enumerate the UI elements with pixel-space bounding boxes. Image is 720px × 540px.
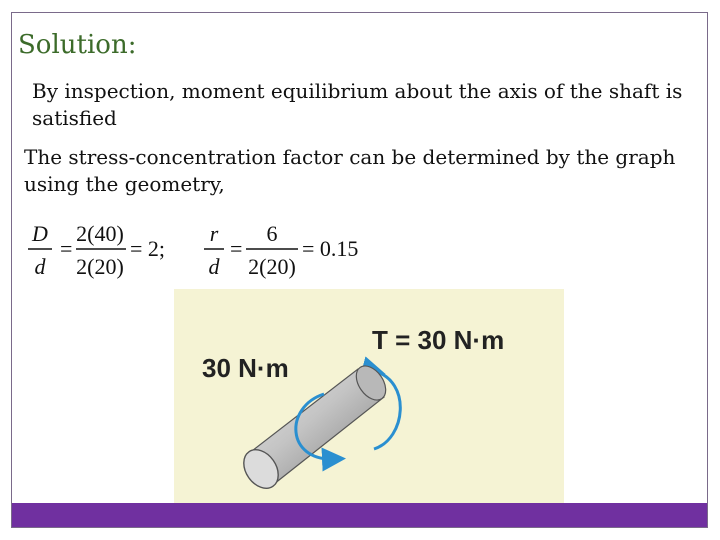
geometry-equations xyxy=(24,214,374,294)
right-torque-label: T = 30 N·m xyxy=(372,325,505,355)
eq1-rhs-numerator: 2(40) xyxy=(76,221,124,246)
equation-d-ratio xyxy=(28,221,165,279)
eq2-equals: = xyxy=(230,236,243,261)
paragraph-equilibrium: By inspection, moment equilibrium about the axis of the shaft is satisfied xyxy=(32,79,683,130)
eq2-lhs-denominator: d xyxy=(208,254,220,279)
eq2-lhs-numerator: r xyxy=(209,221,219,246)
footer-bar xyxy=(12,503,707,527)
slide-heading: Solution: xyxy=(18,30,137,60)
paragraph-stress-concentration: The stress-concentration factor can be determined by the graph using the geometry, xyxy=(24,145,676,196)
eq2-result: = 0.15 xyxy=(302,236,359,261)
left-torque-label: 30 N·m xyxy=(202,353,289,383)
eq1-result: = 2; xyxy=(130,236,166,261)
eq2-rhs-numerator: 6 xyxy=(266,221,278,246)
eq2-rhs-denominator: 2(20) xyxy=(248,254,296,279)
eq1-lhs-numerator: D xyxy=(32,221,48,246)
equation-r-ratio xyxy=(204,221,358,279)
eq1-equals: = xyxy=(60,236,73,261)
eq1-rhs-denominator: 2(20) xyxy=(76,254,124,279)
eq1-lhs-denominator: d xyxy=(34,254,46,279)
shaft-diagram xyxy=(174,289,564,503)
shaft-torque-figure xyxy=(174,289,564,503)
